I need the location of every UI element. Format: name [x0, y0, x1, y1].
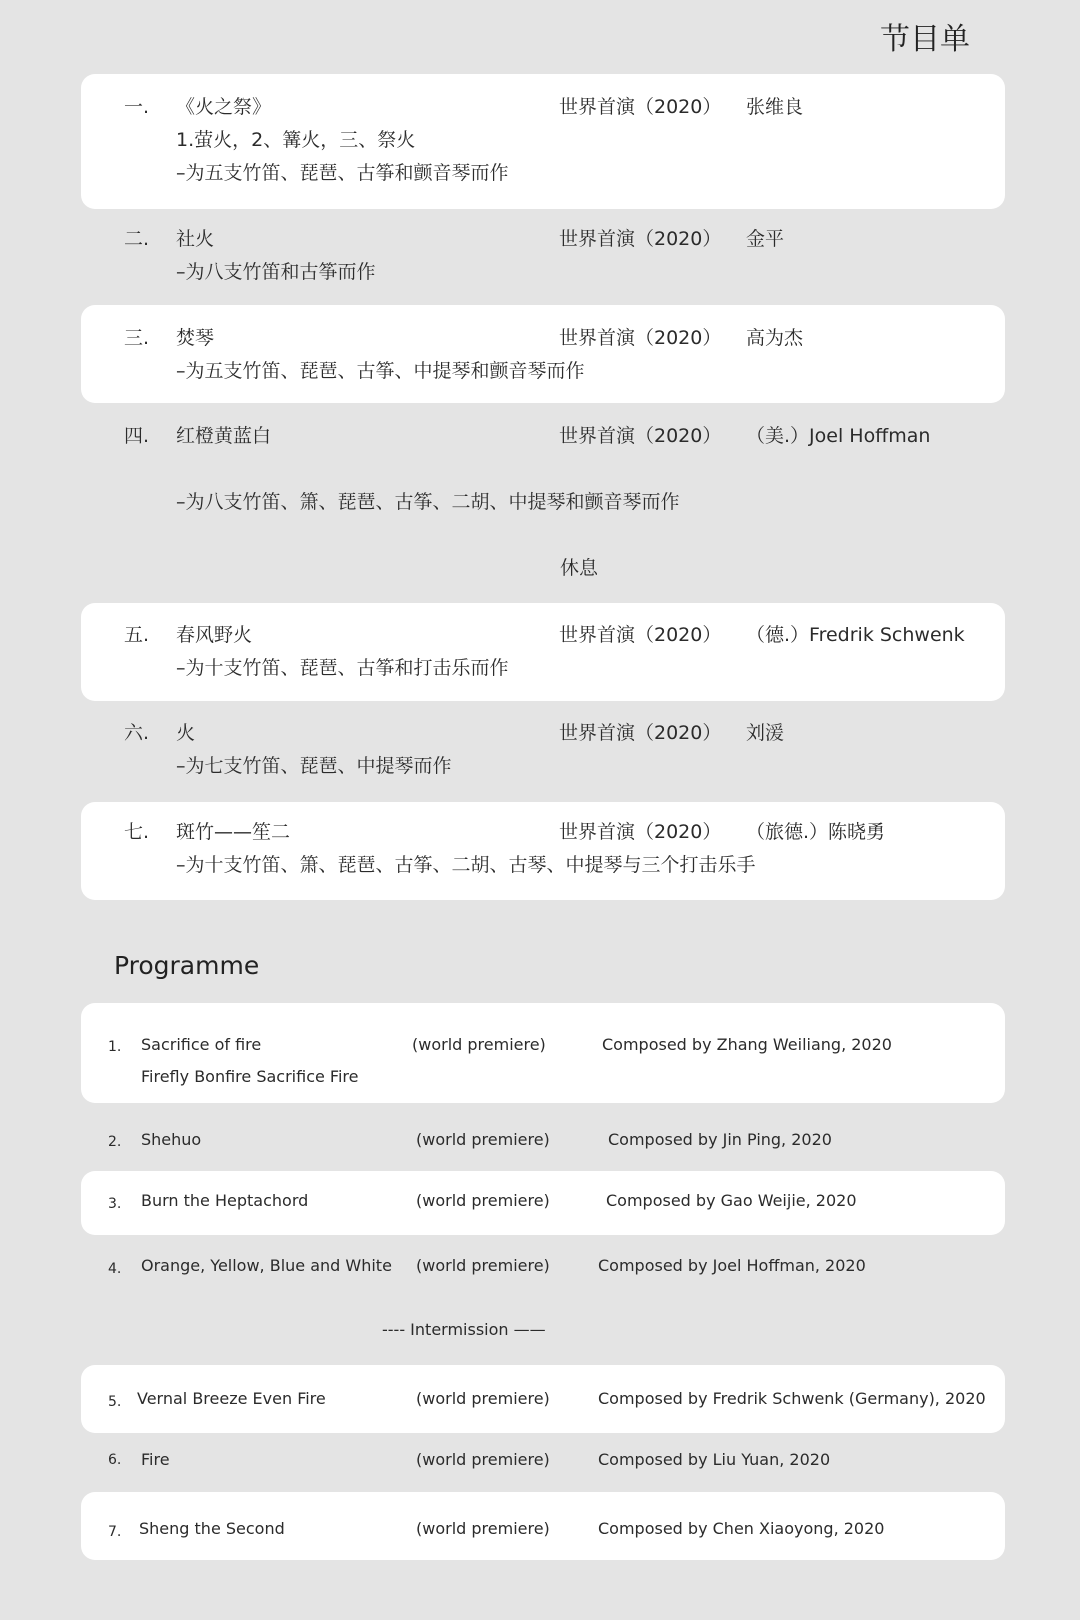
page-title: 节目单 — [880, 22, 970, 57]
en-program-item-3 — [81, 1171, 1005, 1235]
item-number: 一. — [124, 96, 150, 118]
cn-program-item-5 — [81, 603, 1005, 701]
work-title: 焚琴 — [176, 327, 215, 349]
premiere-label: (world premiere) — [416, 1389, 550, 1408]
premiere-label: 世界首演（2020） — [559, 228, 722, 250]
premiere-label: 世界首演（2020） — [559, 624, 722, 646]
composer-credit: Composed by Jin Ping, 2020 — [608, 1130, 832, 1149]
composer-name: （旅德.）陈晓勇 — [746, 821, 886, 843]
composer-credit: Composed by Gao Weijie, 2020 — [606, 1191, 857, 1210]
premiere-label: (world premiere) — [416, 1450, 550, 1469]
item-number: 6. — [108, 1452, 122, 1468]
item-number: 五. — [124, 624, 150, 646]
composer-name: （德.）Fredrik Schwenk — [746, 624, 965, 646]
premiere-label: 世界首演（2020） — [559, 821, 722, 843]
instrumentation-line: –为五支竹笛、琵琶、古筝和颤音琴而作 — [176, 162, 509, 184]
premiere-label: (world premiere) — [416, 1191, 550, 1210]
composer-credit: Composed by Fredrik Schwenk (Germany), 2020 — [598, 1389, 986, 1408]
item-number: 二. — [124, 228, 150, 250]
item-number: 七. — [124, 821, 150, 843]
movements-line: Firefly Bonfire Sacrifice Fire — [141, 1067, 359, 1086]
cn-program-item-2 — [81, 209, 1005, 304]
composer-credit: Composed by Zhang Weiliang, 2020 — [602, 1035, 892, 1054]
en-program-item-4 — [81, 1236, 1005, 1300]
composer-name: （美.）Joel Hoffman — [746, 425, 931, 447]
cn-program-item-3 — [81, 305, 1005, 403]
item-number: 四. — [124, 425, 150, 447]
instrumentation-line: –为十支竹笛、箫、琵琶、古筝、二胡、古琴、中提琴与三个打击乐手 — [176, 854, 756, 876]
composer-credit: Composed by Joel Hoffman, 2020 — [598, 1256, 866, 1275]
item-number: 5. — [108, 1394, 122, 1410]
en-intermission: ---- Intermission —— — [382, 1320, 546, 1339]
premiere-label: 世界首演（2020） — [559, 425, 722, 447]
cn-program-item-7 — [81, 802, 1005, 900]
instrumentation-line: –为七支竹笛、琵琶、中提琴而作 — [176, 755, 452, 777]
instrumentation-line: –为八支竹笛、箫、琵琶、古筝、二胡、中提琴和颤音琴而作 — [176, 491, 680, 513]
instrumentation-line: –为八支竹笛和古筝而作 — [176, 261, 376, 283]
work-title: 社火 — [176, 228, 215, 250]
item-number: 3. — [108, 1196, 122, 1212]
en-program-item-7 — [81, 1492, 1005, 1560]
work-title: Sacrifice of fire — [141, 1035, 262, 1054]
composer-name: 刘湲 — [746, 722, 785, 744]
work-title: Burn the Heptachord — [141, 1191, 309, 1210]
instrumentation-line: –为十支竹笛、琵琶、古筝和打击乐而作 — [176, 657, 509, 679]
cn-program-item-4 — [81, 404, 1005, 524]
en-program-item-5 — [81, 1365, 1005, 1433]
premiere-label: (world premiere) — [416, 1256, 550, 1275]
work-title: 《火之祭》 — [176, 96, 272, 118]
composer-name: 张维良 — [746, 96, 804, 118]
work-title: 春风野火 — [176, 624, 253, 646]
item-number: 1. — [108, 1039, 122, 1055]
item-number: 2. — [108, 1134, 122, 1150]
work-title: 红橙黄蓝白 — [176, 425, 272, 447]
item-number: 4. — [108, 1261, 122, 1277]
premiere-label: (world premiere) — [416, 1130, 550, 1149]
premiere-label: (world premiere) — [412, 1035, 546, 1054]
work-title: Sheng the Second — [139, 1519, 285, 1538]
item-number: 7. — [108, 1524, 122, 1540]
programme-title: Programme — [114, 951, 260, 980]
premiere-label: 世界首演（2020） — [559, 327, 722, 349]
work-title: Shehuo — [141, 1130, 202, 1149]
item-number: 三. — [124, 327, 150, 349]
premiere-label: 世界首演（2020） — [559, 722, 722, 744]
premiere-label: (world premiere) — [416, 1519, 550, 1538]
work-title: 火 — [176, 722, 196, 744]
en-program-item-1 — [81, 1003, 1005, 1103]
work-title: Fire — [141, 1450, 170, 1469]
composer-credit: Composed by Chen Xiaoyong, 2020 — [598, 1519, 885, 1538]
en-program-item-2 — [81, 1104, 1005, 1170]
work-title: Orange, Yellow, Blue and White — [141, 1256, 392, 1275]
cn-program-item-6 — [81, 702, 1005, 800]
composer-name: 金平 — [746, 228, 785, 250]
instrumentation-line: –为五支竹笛、琵琶、古筝、中提琴和颤音琴而作 — [176, 360, 585, 382]
work-title: Vernal Breeze Even Fire — [137, 1389, 326, 1408]
cn-program-item-1 — [81, 74, 1005, 209]
composer-credit: Composed by Liu Yuan, 2020 — [598, 1450, 831, 1469]
cn-intermission: 休息 — [560, 557, 599, 579]
en-program-item-6 — [81, 1434, 1005, 1491]
premiere-label: 世界首演（2020） — [559, 96, 722, 118]
composer-name: 高为杰 — [746, 327, 804, 349]
movements-line: 1.萤火，2、篝火，三、祭火 — [176, 129, 416, 151]
work-title: 斑竹——笙二 — [176, 821, 291, 843]
item-number: 六. — [124, 722, 150, 744]
